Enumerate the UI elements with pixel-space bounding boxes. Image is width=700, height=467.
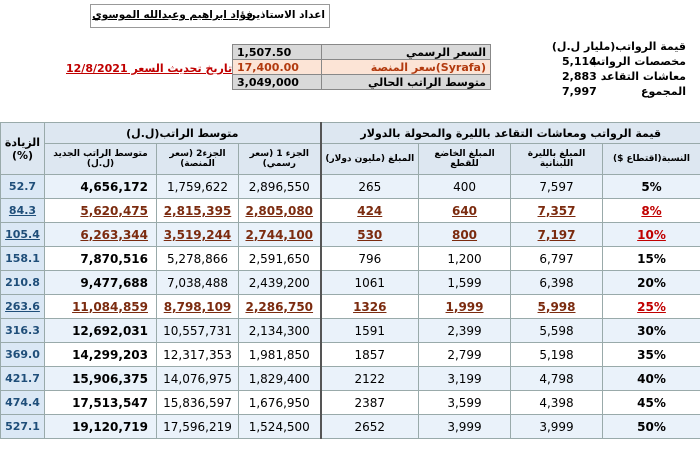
taxed-cell: 800 — [419, 223, 511, 247]
taxed-cell: 2,799 — [419, 343, 511, 367]
new-salary-cell: 17,513,547 — [45, 391, 157, 415]
part1-cell: 2,744,100 — [239, 223, 321, 247]
part1-cell: 2,439,200 — [239, 271, 321, 295]
rate-row-platform — [233, 60, 491, 75]
rate-row-official — [233, 45, 491, 60]
part2-cell: 14,076,975 — [157, 367, 239, 391]
part2-cell: 15,836,597 — [157, 391, 239, 415]
usd-cell: 1061 — [321, 271, 419, 295]
increase-cell: 84.3 — [1, 199, 45, 223]
percent-cell: 45% — [603, 391, 700, 415]
summary-value: 7,997 — [562, 85, 597, 98]
taxed-cell: 2,399 — [419, 319, 511, 343]
increase-header-unit: (%) — [11, 148, 34, 162]
percent-cell: 35% — [603, 343, 700, 367]
part1-cell: 2,805,080 — [239, 199, 321, 223]
summary-label: المجموع — [641, 85, 686, 98]
part2-cell: 12,317,353 — [157, 343, 239, 367]
col-header-lbp: المبلغ بالليرة اللبنانية — [511, 144, 603, 175]
lbp-cell: 4,398 — [511, 391, 603, 415]
table-row — [1, 295, 700, 319]
update-date-label: تاريخ تحديث السعر 12/8/2021 — [66, 62, 233, 75]
col-header-part1: الجزء 1 (سعر رسمي) — [239, 144, 321, 175]
summary-label: مخصصات الرواتب — [589, 55, 686, 68]
increase-cell: 263.6 — [1, 295, 45, 319]
lbp-cell: 7,357 — [511, 199, 603, 223]
table-row — [1, 415, 700, 439]
taxed-cell: 3,199 — [419, 367, 511, 391]
part2-cell: 8,798,109 — [157, 295, 239, 319]
part1-cell: 1,676,950 — [239, 391, 321, 415]
part2-cell: 2,815,395 — [157, 199, 239, 223]
taxed-cell: 1,200 — [419, 247, 511, 271]
rate-value: 1,507.50 — [233, 45, 322, 60]
taxed-cell: 3,599 — [419, 391, 511, 415]
lbp-cell: 7,597 — [511, 175, 603, 199]
summary-row — [540, 70, 690, 85]
usd-cell: 1326 — [321, 295, 419, 319]
table-row — [1, 247, 700, 271]
table-row — [1, 367, 700, 391]
usd-cell: 424 — [321, 199, 419, 223]
summary-value: 5,114 — [562, 55, 597, 68]
summary-title: قيمة الرواتب(مليار ل.ل) — [551, 40, 686, 53]
credits-box — [90, 4, 330, 28]
increase-cell: 474.4 — [1, 391, 45, 415]
new-salary-cell: 5,620,475 — [45, 199, 157, 223]
usd-cell: 2652 — [321, 415, 419, 439]
usd-cell: 1591 — [321, 319, 419, 343]
salary-summary — [540, 40, 690, 100]
part1-cell: 1,981,850 — [239, 343, 321, 367]
new-salary-cell: 6,263,344 — [45, 223, 157, 247]
lbp-cell: 3,999 — [511, 415, 603, 439]
new-salary-cell: 12,692,031 — [45, 319, 157, 343]
percent-cell: 40% — [603, 367, 700, 391]
part1-cell: 2,591,650 — [239, 247, 321, 271]
rate-value: 17,400.00 — [233, 60, 322, 75]
rate-value: 3,049,000 — [233, 75, 322, 90]
taxed-cell: 640 — [419, 199, 511, 223]
part1-cell: 2,896,550 — [239, 175, 321, 199]
rates-table — [232, 44, 491, 90]
taxed-cell: 400 — [419, 175, 511, 199]
percent-cell: 8% — [603, 199, 700, 223]
table-row — [1, 391, 700, 415]
new-salary-cell: 7,870,516 — [45, 247, 157, 271]
part1-cell: 2,134,300 — [239, 319, 321, 343]
lbp-cell: 7,197 — [511, 223, 603, 247]
prepared-by-label: اعداد الاستاذين — [246, 9, 325, 21]
part1-cell: 1,524,500 — [239, 415, 321, 439]
percent-cell: 25% — [603, 295, 700, 319]
part1-cell: 2,286,750 — [239, 295, 321, 319]
taxed-cell: 3,999 — [419, 415, 511, 439]
table-row — [1, 271, 700, 295]
col-header-taxed: المبلغ الخاضع للقطع — [419, 144, 511, 175]
increase-cell: 421.7 — [1, 367, 45, 391]
col-header-part2: الجزء2 (سعر المنصة) — [157, 144, 239, 175]
table-row — [1, 343, 700, 367]
summary-label: معاشات التقاعد — [600, 70, 686, 83]
col-header-usd: المبلغ (مليون دولار) — [321, 144, 419, 175]
usd-cell: 796 — [321, 247, 419, 271]
increase-cell: 210.8 — [1, 271, 45, 295]
increase-cell: 527.1 — [1, 415, 45, 439]
new-salary-cell: 11,084,859 — [45, 295, 157, 319]
rate-label: السعر الرسمي — [322, 45, 491, 60]
percent-cell: 20% — [603, 271, 700, 295]
part2-cell: 3,519,244 — [157, 223, 239, 247]
col-header-percent: النسبة(اقتطاع $) — [603, 144, 700, 175]
lbp-cell: 4,798 — [511, 367, 603, 391]
values-group-header: قيمة الرواتب ومعاشات التقاعد بالليرة والمحولة بالدولار — [321, 123, 700, 144]
part2-cell: 7,038,488 — [157, 271, 239, 295]
rate-label: متوسط الراتب الحالي — [322, 75, 491, 90]
increase-cell: 105.4 — [1, 223, 45, 247]
increase-cell: 369.0 — [1, 343, 45, 367]
percent-cell: 5% — [603, 175, 700, 199]
part2-cell: 1,759,622 — [157, 175, 239, 199]
part2-cell: 5,278,866 — [157, 247, 239, 271]
usd-cell: 530 — [321, 223, 419, 247]
table-row — [1, 175, 700, 199]
increase-cell: 158.1 — [1, 247, 45, 271]
table-row — [1, 199, 700, 223]
percent-cell: 50% — [603, 415, 700, 439]
percent-cell: 30% — [603, 319, 700, 343]
percent-cell: 15% — [603, 247, 700, 271]
increase-cell: 52.7 — [1, 175, 45, 199]
new-salary-cell: 19,120,719 — [45, 415, 157, 439]
salary-table — [0, 122, 700, 439]
table-row — [1, 223, 700, 247]
table-row — [1, 319, 700, 343]
new-salary-cell: 15,906,375 — [45, 367, 157, 391]
new-salary-cell: 14,299,203 — [45, 343, 157, 367]
increase-header — [1, 123, 45, 175]
percent-cell: 10% — [603, 223, 700, 247]
avg-salary-group-header: متوسط الراتب(ل.ل) — [45, 123, 321, 144]
new-salary-cell: 9,477,688 — [45, 271, 157, 295]
increase-cell: 316.3 — [1, 319, 45, 343]
new-salary-cell: 4,656,172 — [45, 175, 157, 199]
usd-cell: 2122 — [321, 367, 419, 391]
usd-cell: 1857 — [321, 343, 419, 367]
taxed-cell: 1,999 — [419, 295, 511, 319]
lbp-cell: 5,198 — [511, 343, 603, 367]
lbp-cell: 6,398 — [511, 271, 603, 295]
usd-cell: 2387 — [321, 391, 419, 415]
lbp-cell: 5,998 — [511, 295, 603, 319]
col-header-new-salary: متوسط الراتب الجديد (ل.ل) — [45, 144, 157, 175]
rate-label: سعر المنصة(Syrafa) — [322, 60, 491, 75]
increase-header-label: الزيادة — [4, 135, 41, 149]
summary-row — [540, 55, 690, 70]
usd-cell: 265 — [321, 175, 419, 199]
lbp-cell: 5,598 — [511, 319, 603, 343]
taxed-cell: 1,599 — [419, 271, 511, 295]
part2-cell: 17,596,219 — [157, 415, 239, 439]
summary-value: 2,883 — [562, 70, 597, 83]
summary-row — [540, 85, 690, 100]
rate-row-avg-salary — [233, 75, 491, 90]
part1-cell: 1,829,400 — [239, 367, 321, 391]
part2-cell: 10,557,731 — [157, 319, 239, 343]
authors-label: فؤاد ابراهيم وعبدالله الموسوي — [92, 9, 253, 21]
lbp-cell: 6,797 — [511, 247, 603, 271]
